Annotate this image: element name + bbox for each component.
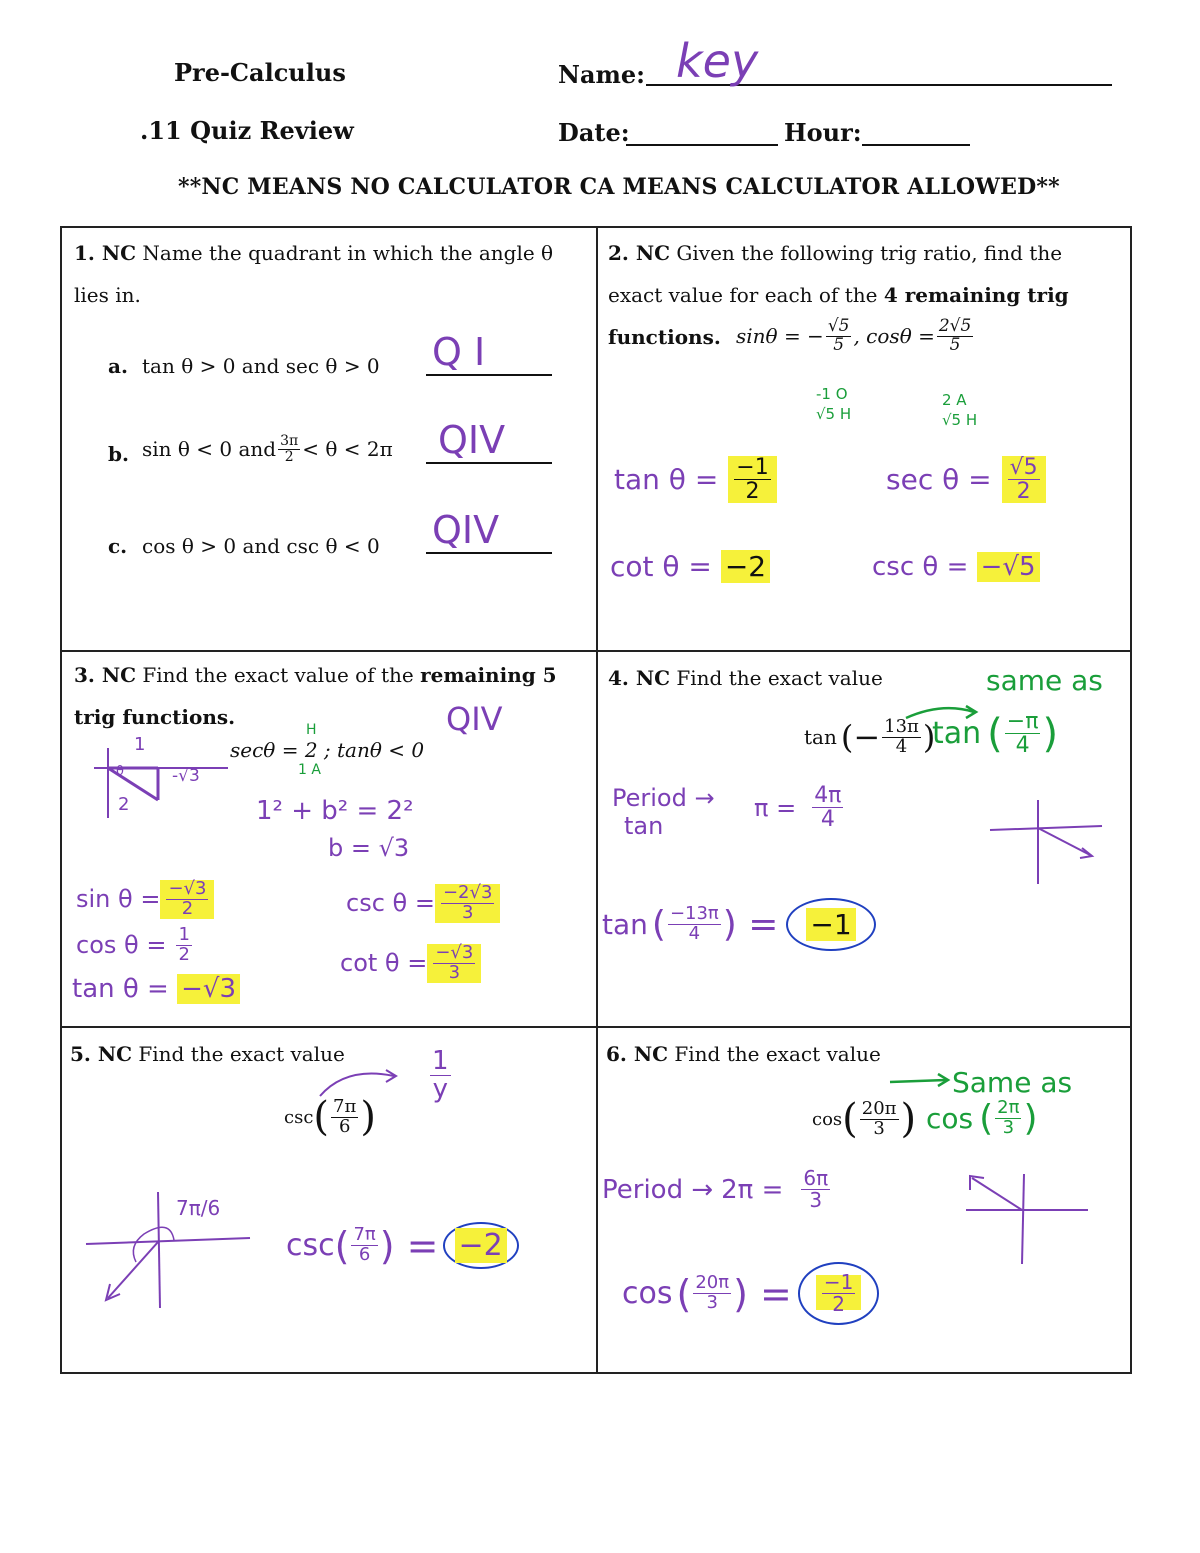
q3-csc-num: −2√3 — [442, 882, 493, 903]
q6-answer — [816, 1270, 861, 1316]
q3-tri-theta: θ — [116, 764, 124, 779]
q6-answer-fraction — [822, 1272, 855, 1315]
q4-axis-x — [990, 826, 1102, 830]
q4-expr — [804, 718, 935, 757]
q3-csc-answer[interactable] — [435, 884, 500, 923]
q2-tan-den: 2 — [745, 479, 760, 505]
q6-answer-num: −1 — [823, 1270, 854, 1294]
q2-sec-num: √5 — [1009, 455, 1038, 480]
q5-result-num: 7π — [353, 1224, 376, 1246]
q6-period-c: 2π = — [721, 1174, 784, 1205]
q4-equiv-den: 4 — [1015, 733, 1030, 759]
q6-terminal-ray — [972, 1178, 1022, 1210]
q5-expr-num: 7π — [333, 1095, 357, 1117]
q4-same-as: same as — [986, 664, 1103, 697]
q2-sin-fraction — [826, 318, 852, 355]
q4-expr-fraction — [882, 718, 921, 757]
q3-sin-den: 2 — [181, 897, 194, 919]
q4-number: 4. NC — [608, 666, 671, 690]
q4-period-b: tan — [624, 812, 664, 840]
q6-result-num: 20π — [695, 1272, 730, 1294]
q2-note-sin — [816, 384, 886, 424]
q5-prompt — [70, 1042, 345, 1066]
course-title: Pre-Calculus — [174, 58, 346, 87]
grid-divider-vertical — [596, 228, 598, 1374]
q6-unit-circle-sketch — [962, 1170, 1092, 1266]
q4-period-den: 4 — [820, 807, 835, 833]
q5-recip-fraction — [430, 1048, 451, 1104]
q4-equiv-num: −π — [1006, 709, 1039, 734]
q2-tan-label: tan θ = — [614, 463, 719, 497]
q5-expr-fraction — [331, 1095, 358, 1137]
q3-given: secθ = 2 ; tanθ < 0 — [230, 738, 425, 762]
q3-cos — [76, 926, 194, 965]
q2-note-h2: √5 H — [942, 411, 978, 429]
q1b-answer[interactable]: QIV — [438, 418, 506, 462]
q6-paren-close: ) — [900, 1096, 917, 1142]
q4-equiv-paren-open: ( — [987, 710, 1003, 757]
q1b-label: b. — [108, 442, 129, 466]
q4-result-fraction — [668, 905, 721, 944]
q6-equiv-den: 3 — [1002, 1117, 1015, 1138]
q5-angle-arc — [133, 1227, 174, 1262]
q3-tan-label: tan θ = — [72, 974, 169, 1004]
q6-expr — [812, 1096, 916, 1142]
q6-equiv-paren-open: ( — [979, 1098, 994, 1139]
q1-number: 1. NC — [74, 241, 137, 265]
q4-period-c: π = — [754, 793, 797, 822]
q4-result — [602, 898, 876, 951]
q6-period-den: 3 — [809, 1188, 823, 1212]
q6-answer-circle[interactable] — [798, 1262, 879, 1325]
q5-answer: −2 — [455, 1228, 507, 1263]
q6-result-fn: cos — [622, 1276, 673, 1311]
q6-arrow-icon — [888, 1070, 952, 1090]
q6-result — [622, 1262, 879, 1325]
q2-cot-label: cot θ = — [610, 550, 712, 583]
q4-period-fraction — [812, 784, 843, 831]
q3-tri-side: -√3 — [172, 766, 200, 786]
q1c-answer-line — [426, 552, 552, 554]
q4-result-den: 4 — [688, 923, 701, 944]
grid-divider-row2 — [62, 1026, 1132, 1028]
q2-sec-fraction — [1008, 456, 1040, 503]
q3-tri-top: 1 — [134, 734, 146, 755]
q6-period-a: Period → — [602, 1174, 714, 1205]
q4-equiv-fraction — [1005, 710, 1041, 757]
q4-paren-open: (− — [840, 718, 881, 757]
q2-given — [736, 318, 975, 355]
q6-result-den: 3 — [706, 1292, 718, 1313]
q5-paren-close: ) — [360, 1094, 376, 1140]
q3-number: 3. NC — [74, 663, 137, 687]
q5-number: 5. NC — [70, 1042, 133, 1066]
q5-result-fraction — [351, 1226, 377, 1265]
q1-text: Name the quadrant in which the angle θ lies in. — [74, 241, 554, 307]
q2-text-bold: 4 remaining trig functions. — [608, 283, 1069, 349]
q1b-expr-post: < θ < 2π — [302, 437, 393, 462]
q6-number: 6. NC — [606, 1042, 669, 1066]
hour-line[interactable] — [862, 144, 970, 146]
q3-csc-fraction — [441, 884, 494, 923]
q5-result-den: 6 — [358, 1244, 371, 1265]
q3-cos-label: cos θ = — [76, 931, 167, 960]
date-label: Date: — [558, 118, 630, 147]
q4-period-note — [612, 784, 715, 840]
q2-cos-den: 5 — [949, 334, 961, 355]
q5-unit-circle-sketch — [84, 1188, 254, 1312]
q4-result-fn: tan — [602, 908, 648, 941]
q1a-expr: tan θ > 0 and sec θ > 0 — [142, 354, 380, 378]
q5-axis-x — [86, 1238, 250, 1244]
q3-sin-fraction — [166, 880, 208, 919]
q6-period — [602, 1168, 832, 1211]
q3-text: Find the exact value of the — [142, 663, 421, 687]
q3-sin-label: sin θ = — [76, 885, 161, 914]
q2-sin-num: √5 — [827, 316, 850, 336]
q1b-expr-pre: sin θ < 0 and — [142, 437, 277, 462]
q3-tri-hyp: 2 — [118, 794, 130, 815]
q6-answer-den: 2 — [832, 1292, 845, 1316]
q5-result-paren-close: ) = — [379, 1223, 439, 1268]
q5-result — [286, 1222, 519, 1269]
q6-result-paren-close: ) = — [733, 1271, 792, 1316]
q5-text: Find the exact value — [138, 1042, 345, 1066]
q6-equiv-fn: cos — [926, 1102, 974, 1135]
q3-cot-num: −√3 — [435, 942, 474, 963]
q5-expr-den: 6 — [338, 1115, 351, 1137]
q5-answer-circle[interactable] — [443, 1222, 519, 1269]
q2-note-o: -1 O — [816, 385, 848, 403]
quiz-title: .11 Quiz Review — [140, 116, 354, 145]
q2-csc-label: csc θ = — [872, 552, 969, 582]
q5-result-fn: csc — [286, 1228, 335, 1263]
q1c-expr: cos θ > 0 and csc θ < 0 — [142, 534, 380, 558]
q6-axis-y — [1022, 1174, 1024, 1264]
name-label: Name: — [558, 60, 646, 89]
date-line[interactable] — [626, 144, 778, 146]
q1a-answer[interactable]: Q I — [432, 330, 486, 374]
q6-equiv-fraction — [995, 1099, 1021, 1138]
q2-sec — [886, 456, 1046, 503]
q6-expr-pre: cos — [812, 1108, 843, 1130]
q2-number: 2. NC — [608, 241, 671, 265]
q3-note-a: 1 A — [298, 762, 321, 778]
q2-note-cos — [942, 390, 1012, 430]
q4-expr-den: 4 — [895, 735, 908, 757]
q4-terminal-ray — [1038, 828, 1092, 856]
q6-expr-den: 3 — [873, 1117, 885, 1139]
q4-result-num: −13π — [669, 903, 719, 925]
q4-expr-pre: tan — [804, 725, 837, 750]
q5-expr-pre: csc — [284, 1106, 314, 1128]
q4-answer-circle[interactable] — [786, 898, 875, 951]
q1c-answer[interactable]: QIV — [432, 508, 500, 552]
q2-sec-answer[interactable] — [1002, 456, 1046, 503]
q4-result-paren-close: ) = — [722, 904, 779, 945]
q3-cos-num: 1 — [178, 924, 190, 945]
q6-equiv-num: 2π — [997, 1097, 1020, 1119]
q5-arrow-icon — [316, 1064, 400, 1100]
q6-equiv-paren-close: ) — [1023, 1098, 1038, 1139]
q3-cot-label: cot θ = — [340, 949, 428, 978]
q1b-frac-den: 2 — [284, 448, 294, 465]
q3-csc — [346, 884, 500, 923]
q4-equiv-fn: tan — [932, 716, 982, 752]
q5-reciprocal — [428, 1048, 453, 1104]
q3-text-bold: remaining 5 trig functions. — [74, 663, 557, 729]
q2-csc-answer[interactable]: −√5 — [977, 552, 1040, 582]
q4-equiv-paren-close: ) — [1042, 710, 1059, 757]
q5-recip-num: 1 — [432, 1046, 449, 1076]
q4-expr-num: 13π — [884, 716, 919, 737]
q5-result-paren-open: ( — [334, 1223, 350, 1268]
q6-equivalent — [926, 1098, 1038, 1139]
q2-cos-fraction — [937, 318, 973, 355]
q2-note-h1: √5 H — [816, 405, 852, 423]
q3-csc-label: csc θ = — [346, 889, 435, 918]
q2-cos-num: 2√5 — [938, 316, 972, 336]
q4-equivalent — [932, 710, 1058, 757]
q5-recip-den: y — [432, 1074, 448, 1105]
q1-prompt — [74, 232, 574, 316]
q3-cos-fraction — [176, 926, 191, 965]
q6-expr-num: 20π — [861, 1097, 897, 1119]
q3-cos-answer[interactable] — [174, 926, 193, 965]
q5-axis-y — [158, 1192, 160, 1308]
q2-tan-num: −1 — [736, 455, 769, 480]
q2-note-a: 2 A — [942, 391, 967, 409]
q2-sec-label: sec θ = — [886, 463, 992, 497]
q1b-answer-line — [426, 462, 552, 464]
q4-prompt — [608, 666, 883, 690]
q3-note-h: H — [306, 722, 317, 738]
q2-csc — [872, 552, 1040, 582]
hour-label: Hour: — [784, 118, 862, 147]
q3-sin-num: −√3 — [168, 878, 207, 899]
q2-cot — [610, 550, 770, 583]
q6-text: Find the exact value — [674, 1042, 881, 1066]
q4-text: Find the exact value — [676, 666, 883, 690]
q1a-answer-line — [426, 374, 552, 376]
q6-period-num: 6π — [803, 1166, 829, 1190]
q4-paren-close: ) — [922, 718, 936, 757]
q1b-frac-num: 3π — [280, 433, 299, 449]
q3-sin-answer[interactable] — [160, 880, 214, 919]
q6-expr-fraction — [860, 1097, 899, 1139]
q6-paren-open: ( — [842, 1096, 858, 1142]
q1b-fraction — [278, 434, 300, 464]
q1a-label: a. — [108, 354, 128, 378]
q2-sec-den: 2 — [1016, 479, 1031, 505]
q3-tan-answer[interactable]: −√3 — [177, 974, 240, 1004]
q1c-label: c. — [108, 534, 128, 558]
q2-given-sin: sinθ = − — [736, 324, 824, 349]
q3-cot-answer[interactable] — [427, 944, 481, 983]
name-value[interactable]: key — [676, 34, 759, 88]
q4-period-num: 4π — [814, 783, 842, 808]
q4-result-paren-open: ( — [651, 904, 666, 945]
q3-csc-den: 3 — [461, 901, 474, 923]
q6-result-paren-open: ( — [676, 1271, 692, 1316]
q3-cot-fraction — [433, 944, 475, 983]
q6-same-as: Same as — [952, 1066, 1073, 1099]
instructions: **NC MEANS NO CALCULATOR CA MEANS CALCULATOR ALLOWED** — [178, 174, 1060, 200]
q2-tan — [614, 456, 777, 503]
grid-divider-row1 — [62, 650, 1132, 652]
q5-paren-open: ( — [313, 1094, 330, 1140]
q3-cos-den: 2 — [178, 943, 190, 965]
q2-tan-fraction — [734, 456, 770, 503]
q3-triangle-diagram — [88, 738, 238, 828]
q3-pythag-1: 1² + b² = 2² — [256, 796, 414, 826]
q3-cot — [340, 944, 481, 983]
q3-quadrant: QIV — [446, 700, 503, 738]
q3-cot-den: 3 — [448, 961, 461, 983]
q3-sin — [76, 880, 214, 919]
q2-given-cos: , cosθ = — [853, 324, 935, 349]
q6-result-fraction — [693, 1274, 731, 1313]
q2-tan-answer[interactable] — [728, 456, 776, 503]
q4-period-eq — [754, 784, 845, 831]
q5-expr — [284, 1094, 376, 1140]
q2-cot-answer[interactable]: −2 — [721, 550, 770, 583]
q4-unit-circle-sketch — [986, 796, 1106, 888]
q2-sin-den: 5 — [833, 334, 845, 355]
q3-pythag-2: b = √3 — [328, 834, 410, 862]
q4-period-a: Period → — [612, 784, 715, 812]
q6-period-fraction — [801, 1168, 830, 1211]
q2-text: Given the following trig ratio, find the exact value for each of the — [608, 241, 1063, 307]
q4-answer: −1 — [806, 908, 855, 941]
q5-angle-label: 7π/6 — [176, 1196, 221, 1220]
q6-prompt — [606, 1042, 881, 1066]
q1b-expr — [142, 434, 393, 464]
q3-tan — [72, 974, 240, 1004]
